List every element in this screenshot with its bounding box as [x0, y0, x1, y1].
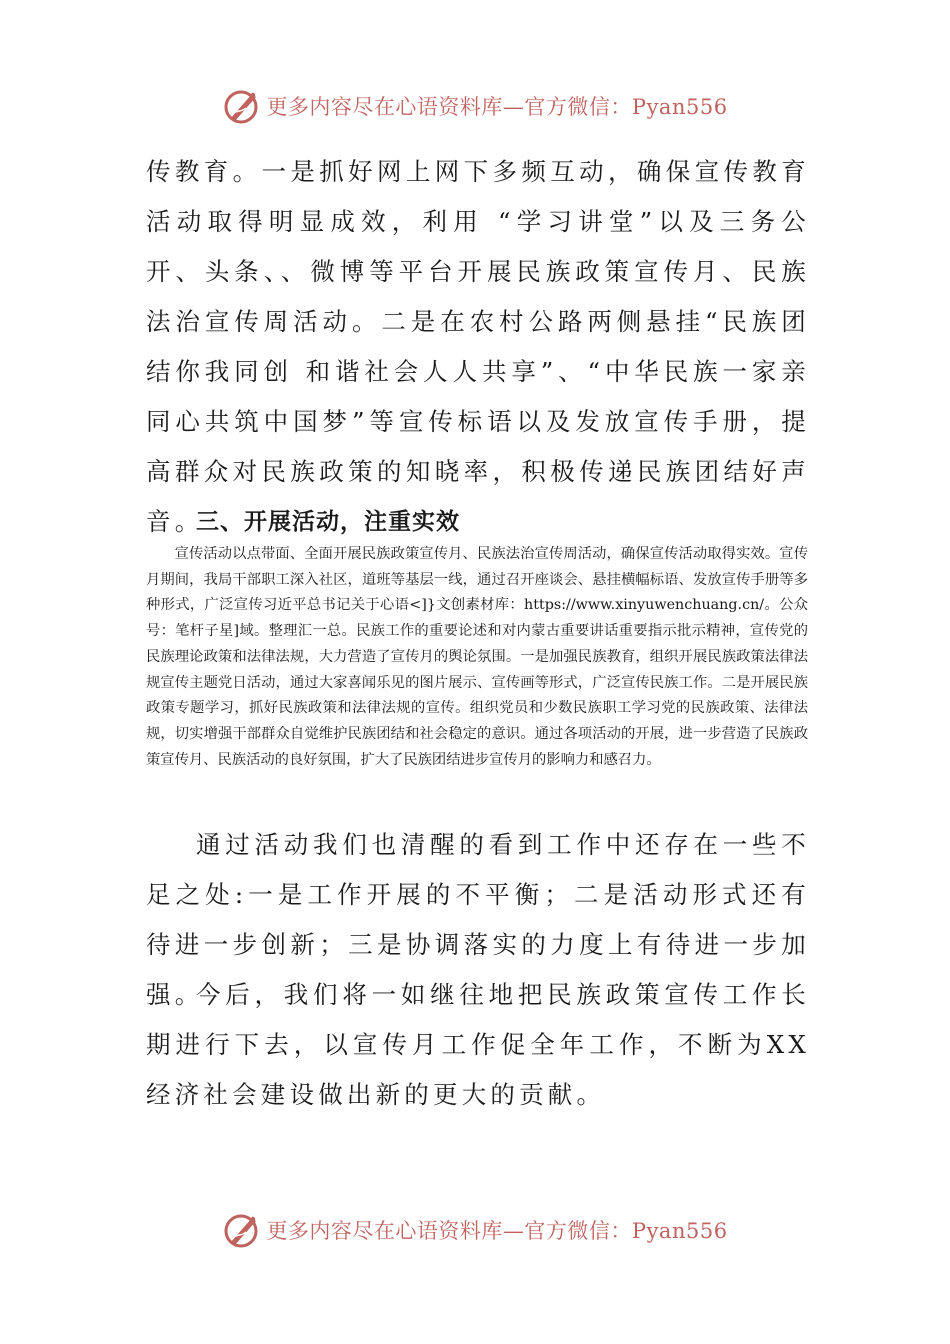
header-watermark	[0, 84, 950, 128]
body-paragraph-2: 宣传活动以点带面、全面开展民族政策宣传月、民族法治宣传周活动，确保宣传活动取得实效。宣传月期间，我局干部职工深入社区，道班等基层一线，通过召开座谈会、悬挂横幅标语、发放宣传手册等多种形式，广泛宣传习近平总书记关于心语<]}文创素材库：https://www.xinyuwenchuang.cn/。公众号：笔杆子星]域。整理汇一总。民族工作的重要论述和对内蒙古重要讲话重要指示批示精神，宣传党的民族理论政策和法律法规，大力营造了宣传月的舆论氛围。一是加强民族教育，组织开展民族政策法律法规宣传主题党日活动，通过大家喜闻乐见的图片展示、宣传画等形式，广泛宣传民族工作。二是开展民族政策专题学习，抓好民族政策和法律法规的宣传。组织党员和少数民族职工学习党的民族政策、法律法规，切实增强干部群众自觉维护民族团结和社会稳定的意识。通过各项活动的开展，进一步营造了民族政策宣传月、民族活动的良好氛围，扩大了民族团结进步宣传月的影响力和感召力。	[146, 546, 808, 768]
body-paragraph-1: 传教育。一是抓好网上网下多频互动，确保宣传教育活动取得明显成效，利用 “学习讲堂”以及三务公开、头条、、微博等平台开展民族政策宣传月、民族法治宣传周活动。二是在农村公路两侧悬挂“民族团结你我同创 和谐社会人人共享”、“中华民族一家亲 同心共筑中国梦”等宣传标语以及发放宣传手册，提高群众对民族政策的知晓率，积极传递民族团结好声音。	[146, 157, 822, 536]
pen-nib-circle-logo-icon	[222, 86, 262, 126]
body-paragraph-3: 通过活动我们也清醒的看到工作中还存在一些不足之处:一是工作开展的不平衡；二是活动形式还有待进一步创新；三是协调落实的力度上有待进一步加强。	[146, 830, 810, 1009]
pen-nib-circle-logo-icon	[222, 1210, 262, 1250]
section-heading: 三、开展活动，注重实效	[196, 509, 460, 535]
footer-watermark	[0, 1208, 950, 1252]
body-paragraph-4: 今后，我们将一如继往地把民族政策宣传工作长期进行下去，以宣传月工作促全年工作，不断为XX经济社会建设做出新的更大的贡献。	[146, 980, 810, 1109]
watermark-text: 更多内容尽在心语资料库—官方微信：Pyan556	[266, 1219, 728, 1243]
watermark-text: 更多内容尽在心语资料库—官方微信：Pyan556	[266, 95, 728, 119]
